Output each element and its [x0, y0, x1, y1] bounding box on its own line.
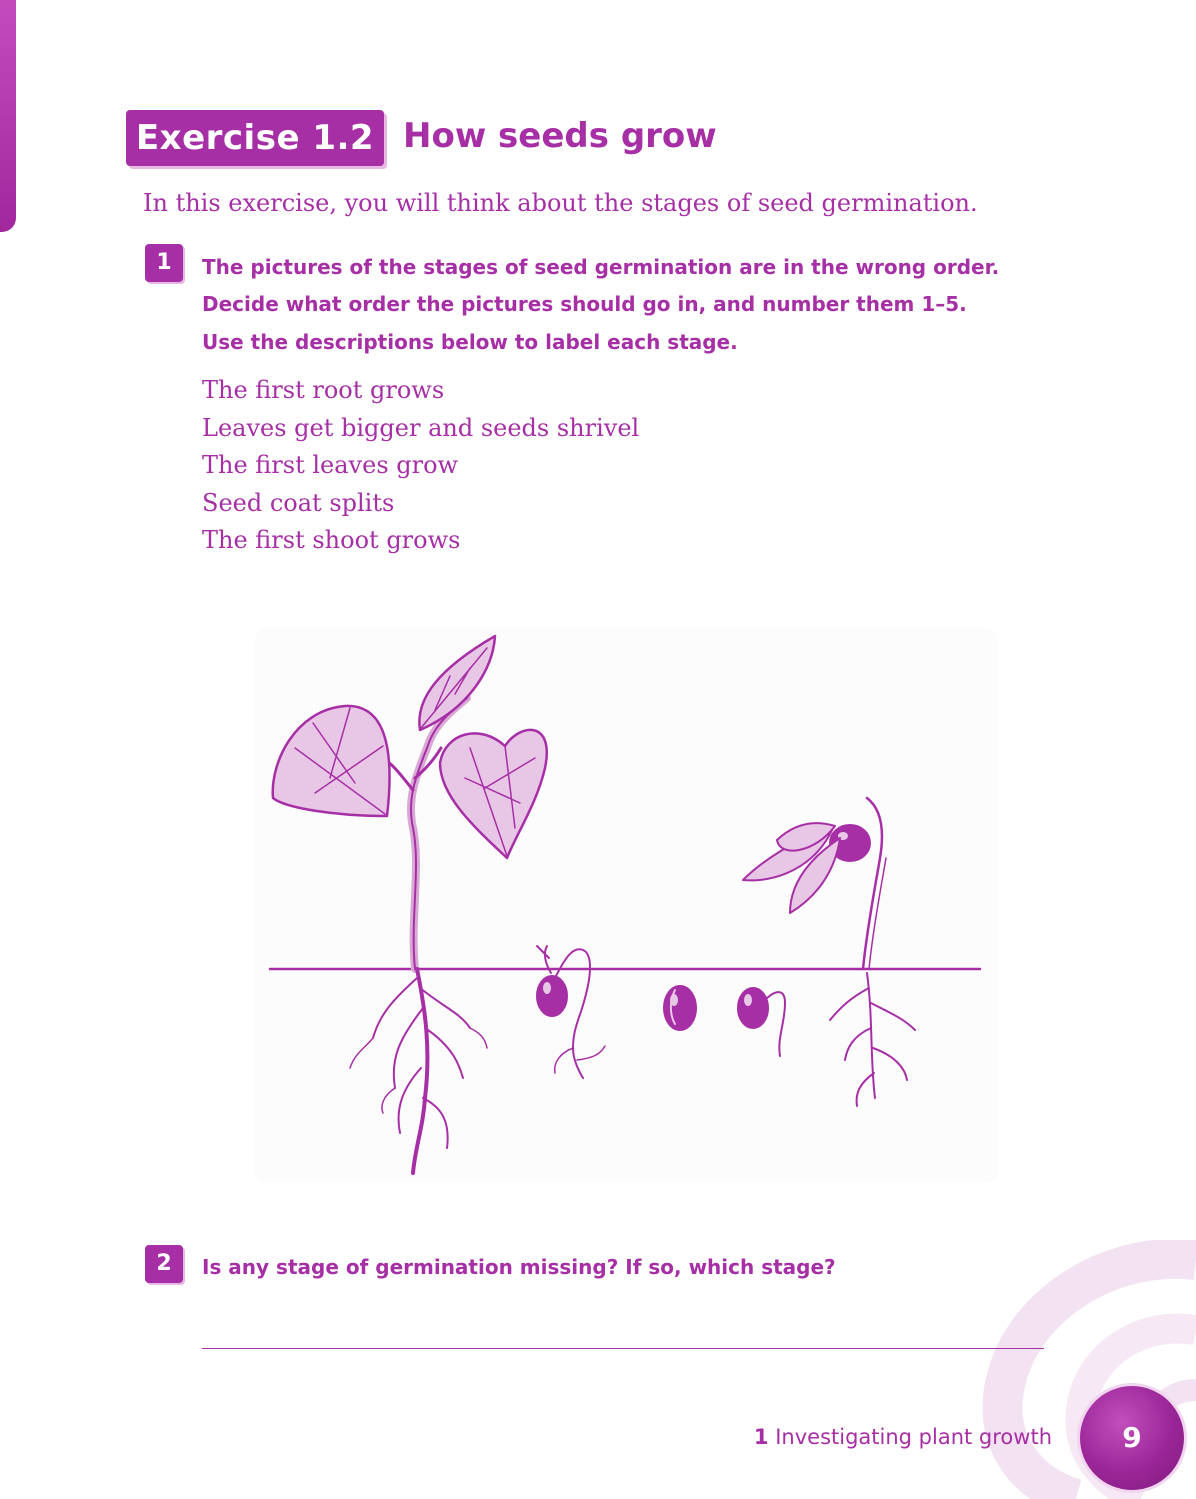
question-2-number: 2	[145, 1245, 183, 1283]
stage-first-shoot	[537, 946, 605, 1078]
exercise-badge: Exercise 1.2	[126, 110, 384, 166]
stage-plant-large-leaves	[273, 636, 547, 1173]
page-edge-tab	[0, 0, 16, 232]
exercise-intro: In this exercise, you will think about the stages of seed germination.	[143, 189, 978, 217]
stage-first-leaves	[743, 798, 915, 1106]
page-number: 9	[1080, 1386, 1184, 1490]
seed-shape	[537, 976, 567, 1016]
exercise-title: How seeds grow	[403, 116, 717, 156]
stage-description: The first shoot grows	[202, 526, 461, 554]
question-1-line-2: Decide what order the pictures should go in, and number them 1–5.	[202, 292, 967, 316]
seed-shape	[738, 988, 768, 1028]
stage-first-root	[738, 988, 785, 1056]
question-1-number: 1	[145, 244, 183, 282]
germination-stages-drawing	[255, 628, 997, 1183]
footer-chapter	[754, 1422, 1052, 1452]
stage-description: Seed coat splits	[202, 488, 395, 517]
question-1-line-3: Use the descriptions below to label each stage.	[202, 330, 738, 354]
germination-illustration	[255, 628, 997, 1183]
stage-description: The first root grows	[202, 376, 445, 404]
chapter-title: Investigating plant growth	[775, 1425, 1052, 1449]
chapter-number: 1	[753, 1425, 769, 1449]
seed-shape	[664, 986, 696, 1030]
stage-seed-coat-splits	[664, 986, 696, 1030]
answer-line[interactable]	[202, 1348, 1044, 1349]
question-1-line-1: The pictures of the stages of seed germination are in the wrong order.	[202, 255, 1000, 279]
stage-description-list	[202, 372, 639, 560]
stage-description: The first leaves grow	[202, 451, 459, 479]
question-2-text: Is any stage of germination missing? If so, which stage?	[202, 1255, 836, 1279]
stage-description: Leaves get bigger and seeds shrivel	[202, 413, 640, 442]
